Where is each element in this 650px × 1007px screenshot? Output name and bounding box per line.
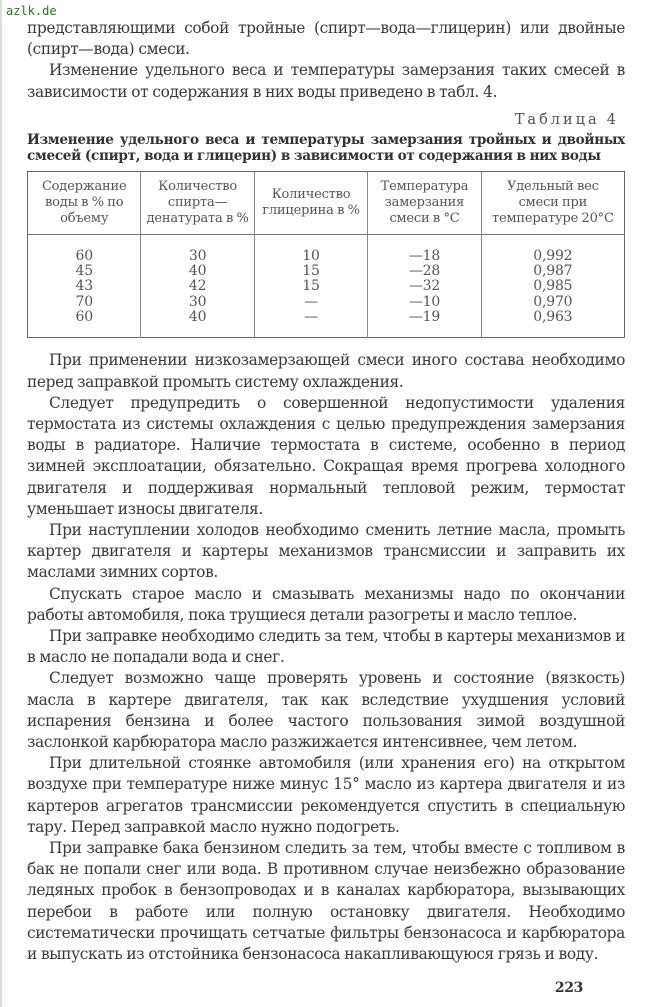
header-glycerin-amount: Количество глицерина в %	[254, 171, 367, 234]
table-cell: 60	[75, 309, 93, 325]
table-cell: 60	[75, 247, 93, 264]
table-cell: 30	[188, 293, 207, 310]
paragraph-long-parking: При длительной стоянке автомобиля (или хранения его) на открытом воздухе при температуре ниже минус 15° масло из картера двигателя и из картеров агрегатов трансмиссии рекомендуется спустить в специальную тару. Перед заправкой масло нужно подогреть.	[27, 754, 625, 836]
table-cell: 0,970	[533, 293, 573, 310]
table-cell: —	[304, 309, 318, 325]
table-cell: —32	[408, 278, 441, 295]
header-water-content: Содержание воды в % по объему	[28, 171, 141, 234]
column-specific-gravity	[481, 234, 624, 337]
header-freezing-temperature: Температура замерзания смеси в °С	[368, 171, 481, 234]
page-number: 223	[554, 980, 583, 997]
table-cell: 0,985	[533, 278, 573, 295]
paragraph-flush-cooling: При применении низкозамерзающей смеси иного состава необходимо перед заправкой промыть систему охлаждения.	[27, 351, 625, 391]
body-text	[27, 350, 625, 965]
paragraph-winter-oils: При наступлении холодов необходимо сменить летние масла, промыть картер двигателя и картеры механизмов трансмиссии и заправить их маслами зимних сортов.	[27, 520, 625, 582]
table-header-row	[28, 171, 625, 234]
intro-continuation: представляющими собой тройные (спирт—вода—глицерин) или двойные (спирт—вода) смеси.	[27, 19, 625, 59]
table-cell: 43	[75, 278, 93, 295]
table-cell: —19	[408, 309, 441, 325]
table-cell: 0,992	[533, 247, 573, 264]
table-label: Таблица 4	[514, 111, 619, 128]
table-cell: 70	[75, 293, 93, 310]
watermark: azlk.de	[6, 4, 57, 18]
table-cell: 40	[188, 263, 207, 280]
table-cell: 0,987	[533, 263, 573, 280]
table-cell: 10	[302, 247, 320, 264]
table-cell: —18	[408, 247, 441, 264]
table-cell: —28	[408, 263, 441, 280]
paragraph-refill-care: При заправке необходимо следить за тем, чтобы в картеры механизмов и в масло не попадали вода и снег.	[27, 626, 625, 667]
table-body-row	[28, 234, 625, 337]
column-freezing-temperature	[368, 234, 481, 337]
table-cell: 0,963	[533, 309, 573, 325]
paragraph-thermostat: Следует предупредить о совершенной недопустимости удаления термостата из системы охлаждения с целью предупреждения замерзания воды в радиаторе. Наличие термостата в системе, особенно в период зимней эксплоатации, обязательно. Сокращая время прогрева холодного двигателя и поддерживая нормальный тепловой режим, термостат уменьшает износы двигателя.	[27, 393, 625, 518]
table-cell: 45	[75, 263, 93, 280]
column-glycerin-amount	[254, 234, 367, 337]
column-alcohol-amount	[141, 234, 254, 337]
table-cell: —10	[408, 293, 441, 310]
table-cell: —	[304, 293, 318, 310]
table-title: Изменение удельного веса и температуры замерзания тройных и двойных смесей (спирт, вода и глицерин) в зависимости от содержания в них воды	[27, 131, 625, 165]
data-table	[27, 171, 625, 338]
paragraph-oil-level: Следует возможно чаще проверять уровень и состояние (вязкость) масла в картере двигателя, так как вследствие ухудшения условий испарения бензина и более частого пользования зимой воздушной заслонкой карбюратора масло разжижается интенсивнее, чем летом.	[27, 669, 625, 751]
table-cell: 15	[302, 278, 320, 295]
paragraph-fuel-refill: При заправке бака бензином следить за тем, чтобы вместе с топливом в бак не попали снег или вода. В противном случае неизбежно образование ледяных пробок в бензопроводах и в каналах карбюратора, вызывающих перебои в работе или полную остановку двигателя. Необходимо систематически прочищать сетчатые фильтры бензонасоса и карбюратора и выпускать из отстойника бензонасоса накапливающуюся грязь и воду.	[27, 838, 625, 963]
column-water-content	[28, 234, 141, 337]
table-cell: 40	[188, 309, 207, 325]
header-alcohol-amount: Количество спирта—денатурата в %	[141, 171, 254, 234]
table-cell: 30	[188, 247, 207, 264]
table-cell: 42	[188, 278, 207, 295]
header-specific-gravity: Удельный вес смеси при температуре 20°С	[481, 171, 624, 234]
intro-paragraph: Изменение удельного веса и температуры замерзания таких смесей в зависимости от содержания в них воды приведено в табл. 4.	[27, 61, 625, 101]
paragraph-drain-oil: Спускать старое масло и смазывать механизмы надо по окончании работы автомобиля, пока трущиеся детали разогреты и масло теплое.	[27, 584, 625, 624]
document-page	[27, 18, 625, 1007]
table-cell: 15	[302, 263, 320, 280]
